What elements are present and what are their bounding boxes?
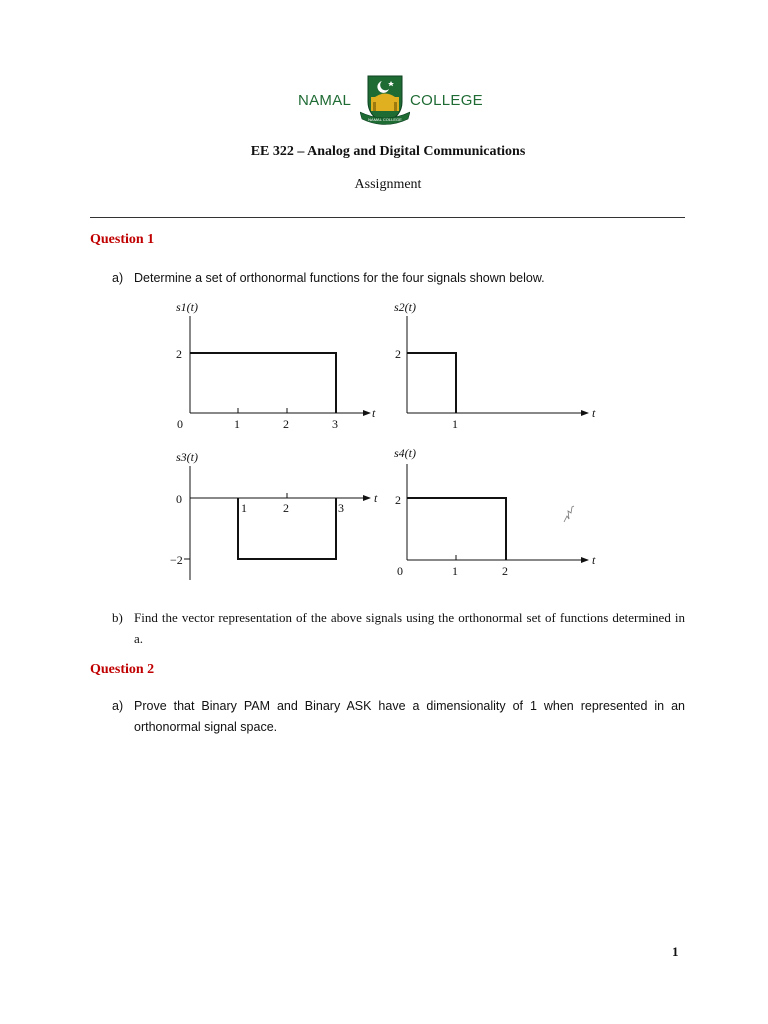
plot-s3-ytick-0: 0 xyxy=(176,492,182,506)
plot-s1-signal xyxy=(190,353,336,413)
plot-s2-xlabel: t xyxy=(592,406,596,420)
page-number: 1 xyxy=(672,944,679,959)
svg-text:NAMAL COLLEGE: NAMAL COLLEGE xyxy=(368,117,402,122)
plot-s4-xtick-2: 2 xyxy=(502,564,508,578)
question-1-part-b xyxy=(112,607,685,651)
part-b-marker: b) xyxy=(112,610,123,625)
q2-part-a-marker: a) xyxy=(112,699,124,713)
plot-s3-xtick-1: 1 xyxy=(241,501,247,515)
course-title: EE 322 – Analog and Digital Communications xyxy=(250,144,526,159)
plot-s2-xtick-1: 1 xyxy=(452,417,458,431)
plot-s3-xlabel: t xyxy=(374,491,378,505)
stray-pen-mark xyxy=(564,506,574,522)
plot-s4 xyxy=(394,446,596,578)
part-a-marker: a) xyxy=(112,271,124,285)
part-a-text: Determine a set of orthonormal functions for the four signals shown below. xyxy=(134,271,545,285)
question-2-part-a xyxy=(112,696,685,740)
plot-s2-signal xyxy=(407,353,456,413)
plot-s3-xtick-2: 2 xyxy=(283,501,289,515)
plot-s3-xtick-3: 3 xyxy=(338,501,344,515)
ribbon-label xyxy=(360,72,410,128)
plot-s4-xlabel: t xyxy=(592,553,596,567)
logo-right-text: COLLEGE xyxy=(410,92,483,109)
plot-s1-xtick-0: 0 xyxy=(177,417,183,431)
plot-s1-ytick-2: 2 xyxy=(176,347,182,361)
plot-s2-ytick-2: 2 xyxy=(395,347,401,361)
plot-s1 xyxy=(176,300,376,431)
plot-s1-xlabel: t xyxy=(372,406,376,420)
q2-part-a-text: Prove that Binary PAM and Binary ASK have a dimensionality of 1 when represented in an orthonormal signal space. xyxy=(134,699,685,734)
plot-s3-title: s3(t) xyxy=(176,450,198,464)
part-b-text: Find the vector representation of the above signals using the orthonormal set of functions determined in a. xyxy=(134,610,685,646)
header-divider xyxy=(90,217,685,218)
plot-s1-xtick-3: 3 xyxy=(332,417,338,431)
plot-s1-xtick-2: 2 xyxy=(283,417,289,431)
plot-s2 xyxy=(394,300,596,431)
plot-s3 xyxy=(170,450,378,580)
plot-s2-title: s2(t) xyxy=(394,300,416,314)
logo-left-text: NAMAL xyxy=(298,92,352,109)
plot-s4-ytick-2: 2 xyxy=(395,493,401,507)
plot-s3-ytick-neg2: −2 xyxy=(170,553,183,567)
question-1-part-a xyxy=(112,268,685,290)
plot-s4-xtick-1: 1 xyxy=(452,564,458,578)
plot-s4-title: s4(t) xyxy=(394,446,416,460)
question-2-heading: Question 2 xyxy=(90,662,155,677)
plot-s4-xtick-0: 0 xyxy=(397,564,403,578)
plot-s1-title: s1(t) xyxy=(176,300,198,314)
college-logo xyxy=(298,72,483,128)
question-1-heading: Question 1 xyxy=(90,232,155,247)
plot-s1-xtick-1: 1 xyxy=(234,417,240,431)
signal-plots xyxy=(160,296,620,586)
document-subtitle: Assignment xyxy=(354,177,422,192)
plot-s4-signal xyxy=(407,498,506,560)
